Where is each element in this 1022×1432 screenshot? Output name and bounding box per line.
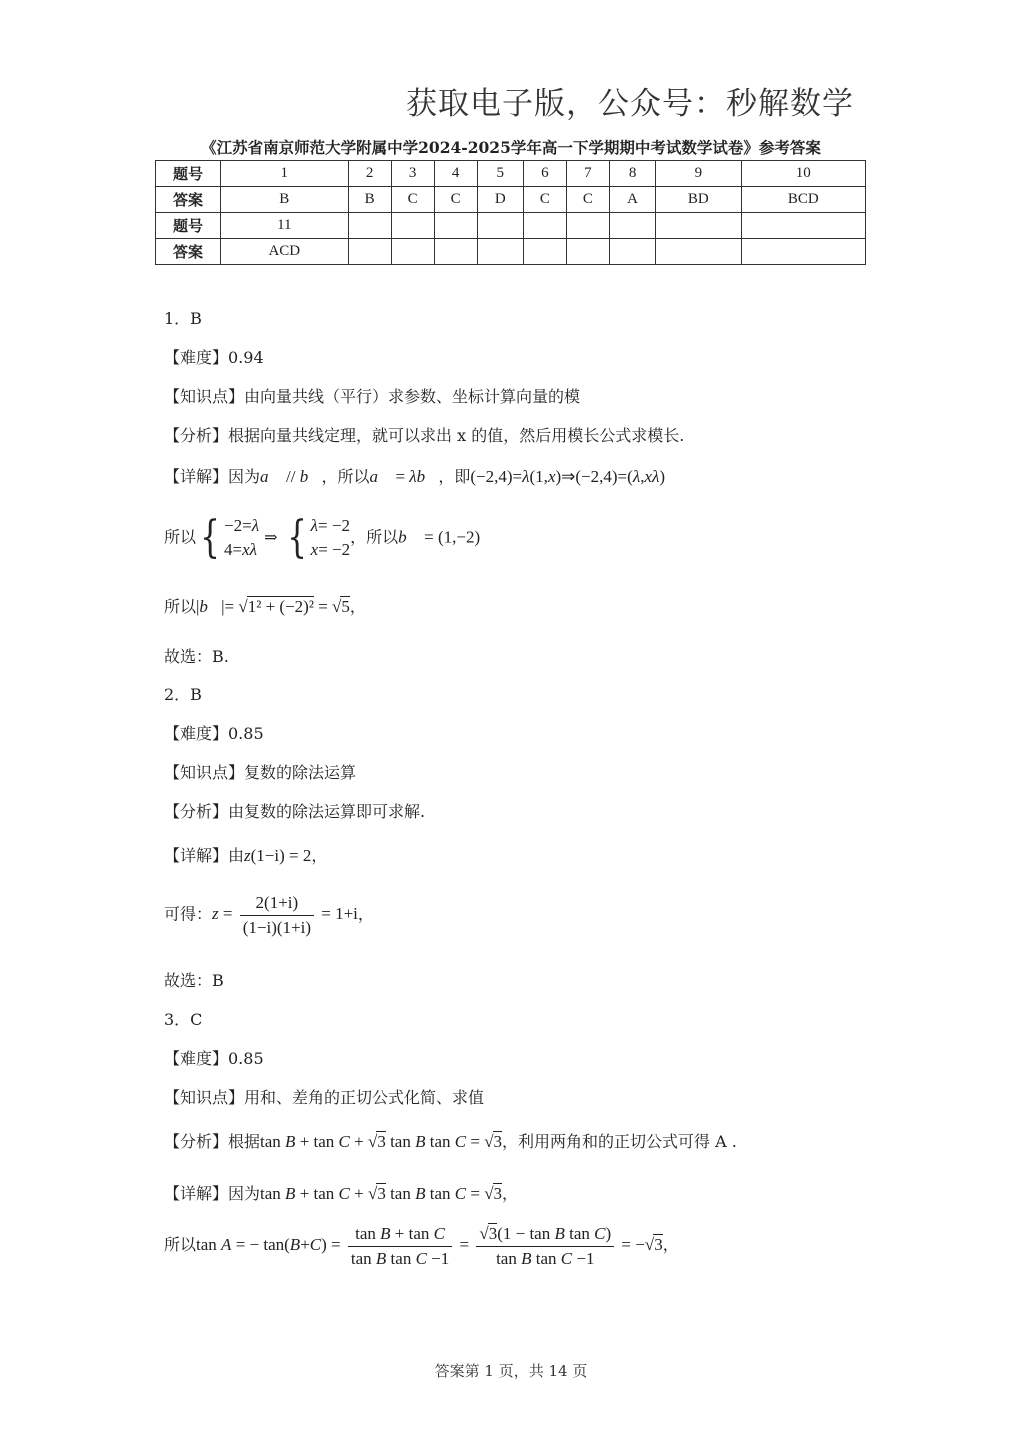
q3-detail: 【详解】因为tan B + tan C + √3 tan B tan C = √3， — [164, 1184, 519, 1203]
q1-system: 所以{ −2=λ 4=xλ ⇒ { λ= −2 x= −2，所以b⃗ = (1,−2) — [164, 512, 481, 563]
table-cell — [741, 213, 866, 239]
table-cell: A — [609, 187, 655, 213]
row-header: 答案 — [156, 239, 221, 265]
q1-detail: 【详解】因为a⃗ // b⃗，所以a⃗ = λb⃗，即(−2,4)=λ(1,x)⇒(−2,4)=(λ,xλ) — [164, 467, 666, 486]
table-cell: 11 — [221, 213, 349, 239]
q1-heading: 1．B — [164, 309, 202, 328]
table-cell: 8 — [609, 161, 655, 187]
q2-analysis: 【分析】由复数的除法运算即可求解. — [164, 802, 426, 821]
table-cell: 10 — [741, 161, 866, 187]
q1-difficulty: 【难度】0.94 — [164, 348, 264, 367]
table-row — [156, 161, 866, 187]
q2-difficulty: 【难度】0.85 — [164, 724, 264, 743]
table-cell: BCD — [741, 187, 866, 213]
table-cell — [477, 213, 523, 239]
table-cell: BD — [656, 187, 741, 213]
q1-choose: 故选：B. — [164, 647, 229, 666]
row-header: 题号 — [156, 213, 221, 239]
table-cell: B — [348, 187, 391, 213]
page-footer: 答案第 1 页，共 14 页 — [434, 1362, 588, 1380]
table-cell — [656, 213, 741, 239]
table-cell — [434, 213, 477, 239]
table-row — [156, 187, 866, 213]
table-cell — [477, 239, 523, 265]
q1-knowledge: 【知识点】由向量共线（平行）求参数、坐标计算向量的模 — [164, 387, 581, 406]
q2-choose: 故选：B — [164, 971, 224, 990]
table-cell — [566, 213, 609, 239]
q3-heading: 3．C — [164, 1010, 203, 1029]
document-title: 《江苏省南京师范大学附属中学2024-2025学年高一下学期期中考试数学试卷》参考答案 — [201, 138, 821, 157]
table-cell — [348, 213, 391, 239]
q2-knowledge: 【知识点】复数的除法运算 — [164, 763, 357, 782]
table-cell: 3 — [391, 161, 434, 187]
promo-banner: 获取电子版，公众号：秒解数学 — [406, 86, 854, 122]
table-cell: 7 — [566, 161, 609, 187]
table-row — [156, 239, 866, 265]
table-cell — [741, 239, 866, 265]
table-cell: 1 — [221, 161, 349, 187]
table-cell: C — [391, 187, 434, 213]
q1-analysis: 【分析】根据向量共线定理，就可以求出 x 的值，然后用模长公式求模长. — [164, 426, 685, 445]
table-cell — [523, 239, 566, 265]
table-cell — [523, 213, 566, 239]
table-cell — [656, 239, 741, 265]
table-cell: ACD — [221, 239, 349, 265]
table-cell: C — [566, 187, 609, 213]
table-cell: 9 — [656, 161, 741, 187]
table-cell — [434, 239, 477, 265]
q3-derivation: 所以tan A = − tan(B+C) = $\frac{\text{tan B + tan C}}{\text{tan B tan C −1}}$ = $\frac{\text{√3(1 − tan B tan C)}}{\text{tan B tan C −1}}$ = −√3， — [164, 1223, 679, 1268]
q3-knowledge: 【知识点】用和、差角的正切公式化简、求值 — [164, 1088, 485, 1107]
table-cell — [391, 213, 434, 239]
answer-table — [155, 160, 866, 265]
table-cell — [609, 239, 655, 265]
table-cell — [566, 239, 609, 265]
row-header: 题号 — [156, 161, 221, 187]
row-header: 答案 — [156, 187, 221, 213]
table-cell: 2 — [348, 161, 391, 187]
table-cell: 6 — [523, 161, 566, 187]
table-cell: B — [221, 187, 349, 213]
q3-analysis: 【分析】根据tan B + tan C + √3 tan B tan C = √3，利用两角和的正切公式可得 A . — [164, 1132, 737, 1151]
table-cell: 5 — [477, 161, 523, 187]
q2-result: 可得：z = $\frac{2(1+i)}{(1-i)(1+i)}$ = 1+i， — [164, 893, 374, 937]
table-cell: 4 — [434, 161, 477, 187]
q3-difficulty: 【难度】0.85 — [164, 1049, 264, 1068]
q2-heading: 2．B — [164, 685, 202, 704]
q1-modulus: 所以|b⃗|= √1² + (−2)² = √5， — [164, 597, 366, 616]
table-cell — [391, 239, 434, 265]
q2-detail: 【详解】由z(1−i) = 2， — [164, 846, 328, 865]
table-cell: C — [523, 187, 566, 213]
table-row — [156, 213, 866, 239]
table-cell — [348, 239, 391, 265]
table-cell — [609, 213, 655, 239]
table-cell: C — [434, 187, 477, 213]
table-cell: D — [477, 187, 523, 213]
